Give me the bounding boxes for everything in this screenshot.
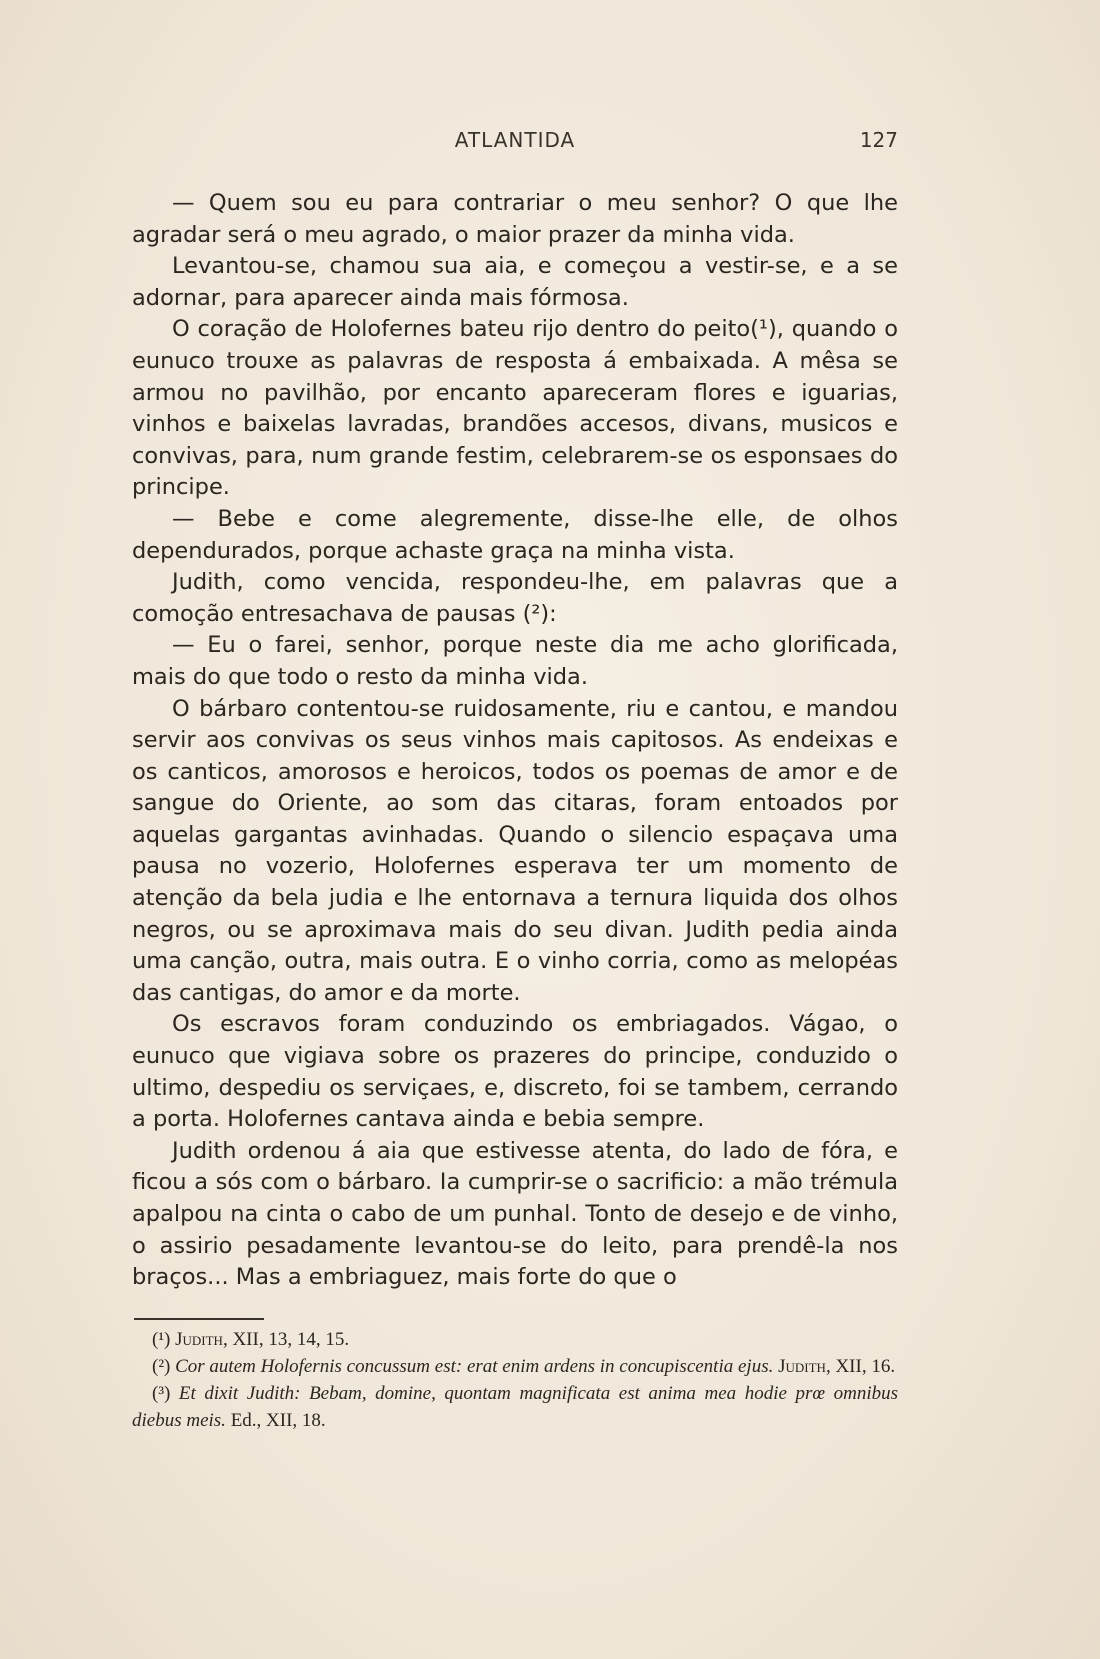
- footnote-mark: (²): [152, 1356, 171, 1377]
- footnote-quote: Et dixit Judith: Bebam, domine, quontam magnificata est anima mea hodie prœ omnibus diebus meis.: [132, 1383, 898, 1431]
- footnote-quote: Cor autem Holofernis concussum est: erat enim ardens in concupiscentia ejus.: [175, 1356, 774, 1377]
- footnote-mark: (¹): [152, 1329, 171, 1350]
- footnote-1: [132, 1326, 898, 1353]
- footnote-source: Judith: [175, 1329, 223, 1350]
- paragraph: Judith ordenou á aia que estivesse atenta, do lado de fóra, e ficou a sós com o bárbaro. Ia cumprir-se o sacrificio: a mão trémula apalpou na cinta o cabo de um punhal. Tonto de desejo e de vinho, o assirio pesadamente levantou-se do leito, para prendê-la nos braços... Mas a embriaguez, mais forte do que o: [132, 1137, 898, 1291]
- paragraph: — Quem sou eu para contrariar o meu senhor? O que lhe agradar será o meu agrado, o maior prazer da minha vida.: [132, 190, 898, 248]
- footnote-ref: , XII, 13, 14, 15.: [222, 1329, 350, 1350]
- body-text: [132, 188, 898, 1294]
- footnote-3: [132, 1380, 898, 1434]
- paragraph: O bárbaro contentou-se ruidosamente, riu e cantou, e mandou servir aos convivas os seus vinhos mais capitosos. As endeixas e os canticos, amorosos e heroicos, todos os poemas de amor e de sangue do Oriente, ao som das citaras, foram entoados por aquelas gargantas avinhadas. Quando o silencio espaçava uma pausa no vozerio, Holofernes esperava ter um momento de atenção da bela judia e lhe entornava a ternura liquida dos olhos negros, ou se aproximava mais do seu divan. Judith pedia ainda uma canção, outra, mais outra. E o vinho corria, como as melopéas das cantigas, do amor e da morte.: [132, 695, 898, 1006]
- paragraph: Levantou-se, chamou sua aia, e começou a vestir-se, e a se adornar, para aparecer ainda mais fórmosa.: [132, 253, 898, 311]
- paragraph: O coração de Holofernes bateu rijo dentro do peito(¹), quando o eunuco trouxe as palavras de resposta á embaixada. A mêsa se armou no pavilhão, por encanto apareceram flores e iguarias, vinhos e baixelas lavradas, brandões accesos, divans, musicos e convivas, para, num grande festim, celebrarem-se os esponsaes do principe.: [132, 316, 898, 501]
- footnote-ref: , XII, 16.: [825, 1356, 896, 1377]
- footnote-2: [132, 1353, 898, 1380]
- page-number: 127: [859, 128, 898, 152]
- running-title: ATLANTIDA: [454, 128, 576, 152]
- footnote-divider: [134, 1318, 264, 1320]
- paragraph: Os escravos foram conduzindo os embriagados. Vágao, o eunuco que vigiava sobre os prazeres do principe, conduzido o ultimo, despediu os serviçaes, e, discreto, foi se tambem, cerrando a porta. Holofernes cantava ainda e bebia sempre.: [132, 1011, 898, 1133]
- paragraph: Judith, como vencida, respondeu-lhe, em palavras que a comoção entresachava de pausas (²):: [132, 569, 898, 627]
- footnote-source: Judith: [778, 1356, 826, 1377]
- paragraph: — Eu o farei, senhor, porque neste dia me acho glorificada, mais do que todo o resto da minha vida.: [132, 632, 898, 690]
- footnotes: [132, 1326, 898, 1434]
- footnote-mark: (³): [152, 1383, 171, 1404]
- footnote-ref: Ed., XII, 18.: [230, 1410, 326, 1431]
- page-header: [132, 128, 898, 168]
- paragraph: — Bebe e come alegremente, disse-lhe elle, de olhos dependurados, porque achaste graça na minha vista.: [132, 505, 898, 564]
